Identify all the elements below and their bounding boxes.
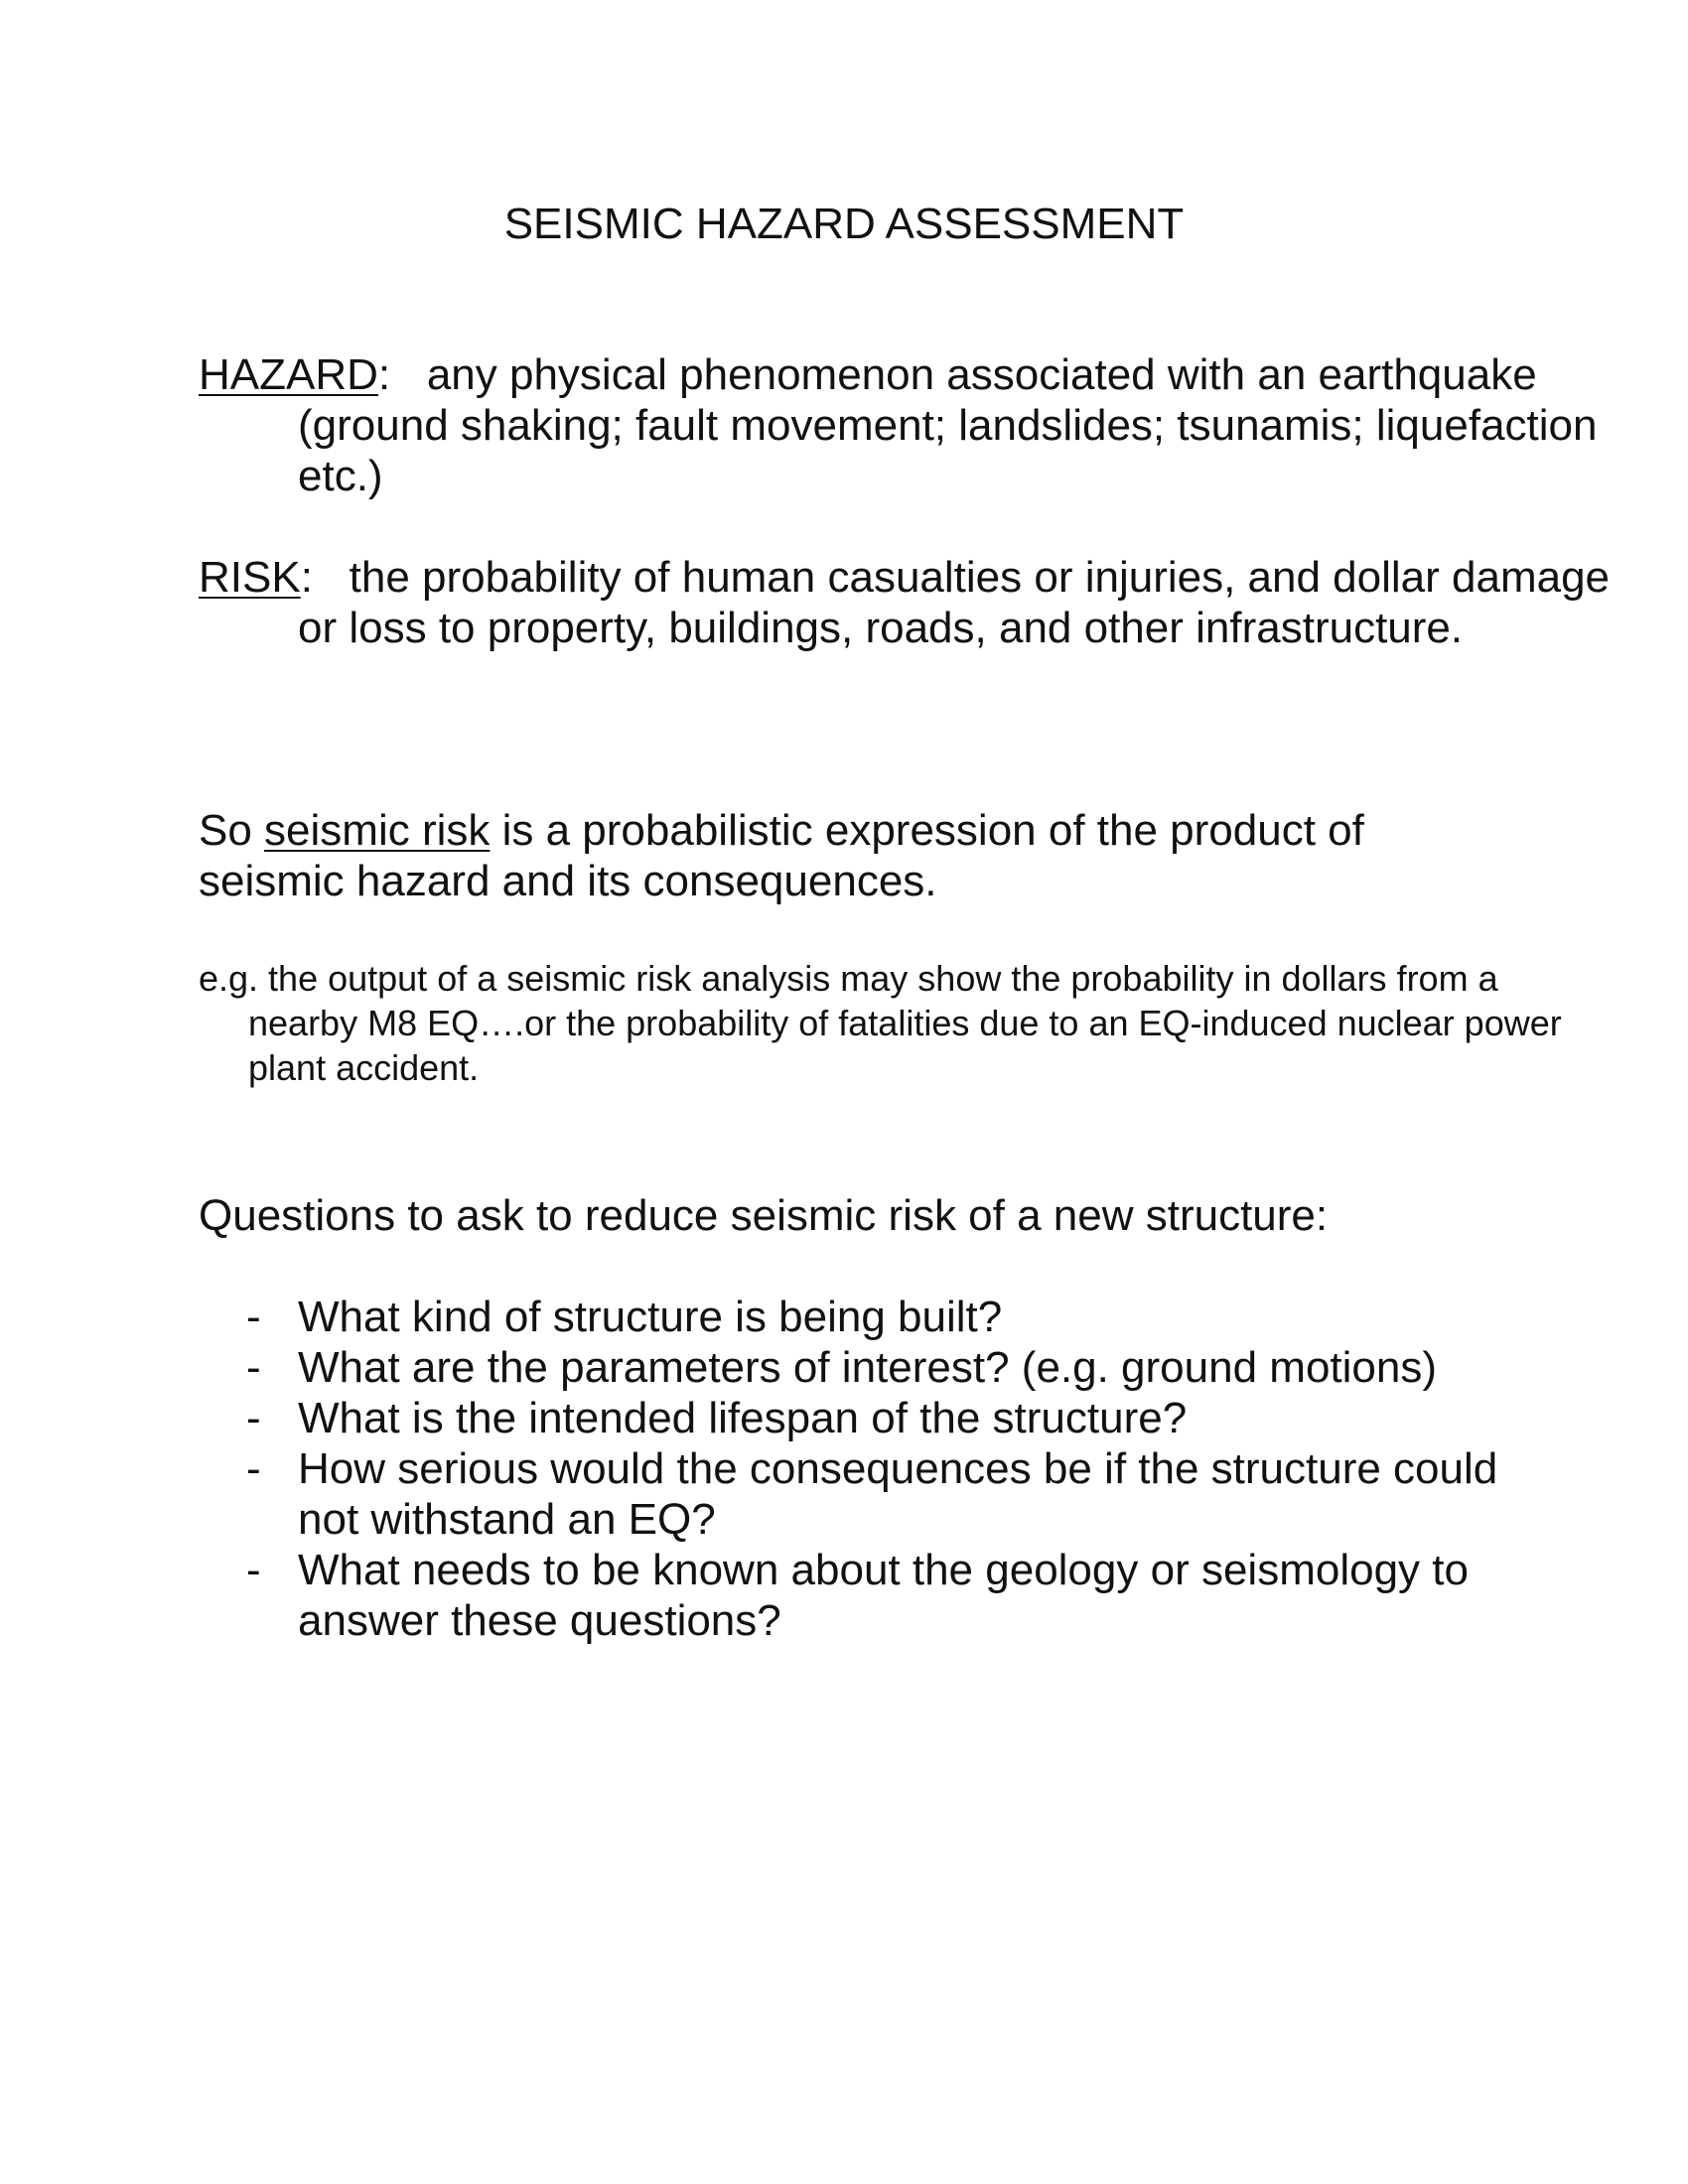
risk-definition-text: the probability of human casualties or injuries, and dollar damage or loss to property, buildings, roads, and other infrastructure. — [298, 553, 1611, 652]
page-title: SEISMIC HAZARD ASSESSMENT — [503, 200, 1185, 248]
example-paragraph: e.g. the output of a seismic risk analysis may show the probability in dollars from a nearby M8 EQ….or the probability of fatalities due to an EQ-induced nuclear power plant accident. — [199, 958, 1562, 1088]
list-item — [199, 1292, 1519, 1342]
list-item-text: What are the parameters of interest? (e.g. ground motions) — [298, 1343, 1438, 1392]
list-item — [199, 1393, 1519, 1443]
list-bullet: - — [246, 1546, 261, 1594]
seismic-risk-term: seismic risk — [264, 806, 491, 855]
list-item-text: How serious would the consequences be if the structure could not withstand an EQ? — [298, 1444, 1498, 1544]
list-item — [199, 1342, 1519, 1393]
list-item-text: What kind of structure is being built? — [298, 1293, 1003, 1341]
risk-term: RISK — [199, 553, 301, 602]
risk-separator: : — [300, 553, 313, 602]
list-bullet: - — [246, 1394, 261, 1442]
hazard-separator: : — [377, 350, 391, 399]
list-bullet: - — [246, 1444, 261, 1493]
questions-list — [199, 1292, 1519, 1646]
list-item — [199, 1545, 1519, 1646]
list-item-text: What needs to be known about the geology or seismology to answer these questions? — [298, 1546, 1469, 1645]
list-item-text: What is the intended lifespan of the structure? — [298, 1394, 1188, 1442]
list-item — [199, 1443, 1519, 1545]
hazard-definition-text: any physical phenomenon associated with an earthquake (ground shaking; fault movement; landslides; tsunamis; liquefaction etc.) — [298, 350, 1598, 500]
seismic-risk-rest: is a probabilistic expression of the product of seismic hazard and its consequences. — [199, 806, 1364, 905]
questions-intro: Questions to ask to reduce seismic risk of a new structure: — [199, 1191, 1329, 1240]
seismic-risk-statement — [199, 805, 1519, 906]
hazard-definition — [199, 349, 1618, 501]
list-bullet: - — [246, 1293, 261, 1341]
hazard-term: HAZARD — [199, 350, 378, 399]
seismic-risk-prefix: So — [199, 806, 265, 855]
risk-definition — [199, 552, 1618, 653]
list-bullet: - — [246, 1343, 261, 1392]
